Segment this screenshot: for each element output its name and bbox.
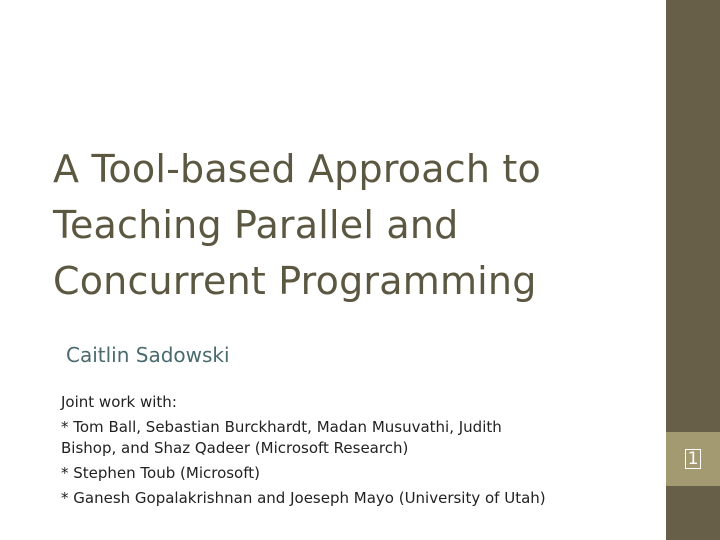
page-number: 1 [685, 449, 702, 469]
collaborator-item [61, 488, 661, 509]
collaborator-line: * Stephen Toub (Microsoft) [61, 464, 260, 482]
collaborator-item [61, 463, 661, 484]
collaborator-line: * Tom Ball, Sebastian Burckhardt, Madan Musuvathi, Judith [61, 418, 502, 436]
slide-title [53, 141, 653, 309]
title-line: Teaching Parallel and [53, 203, 459, 247]
page-number-box [666, 432, 720, 486]
title-line: A Tool-based Approach to [53, 147, 541, 191]
collaborator-line: * Ganesh Gopalakrishnan and Joeseph Mayo (University of Utah) [61, 489, 546, 507]
author-name: Caitlin Sadowski [66, 343, 230, 367]
joint-work-intro: Joint work with: [61, 393, 177, 411]
collaborator-item [61, 417, 661, 459]
collaborators-list [61, 392, 661, 509]
title-line: Concurrent Programming [53, 259, 537, 303]
collaborator-line: Bishop, and Shaz Qadeer (Microsoft Research) [61, 439, 409, 457]
